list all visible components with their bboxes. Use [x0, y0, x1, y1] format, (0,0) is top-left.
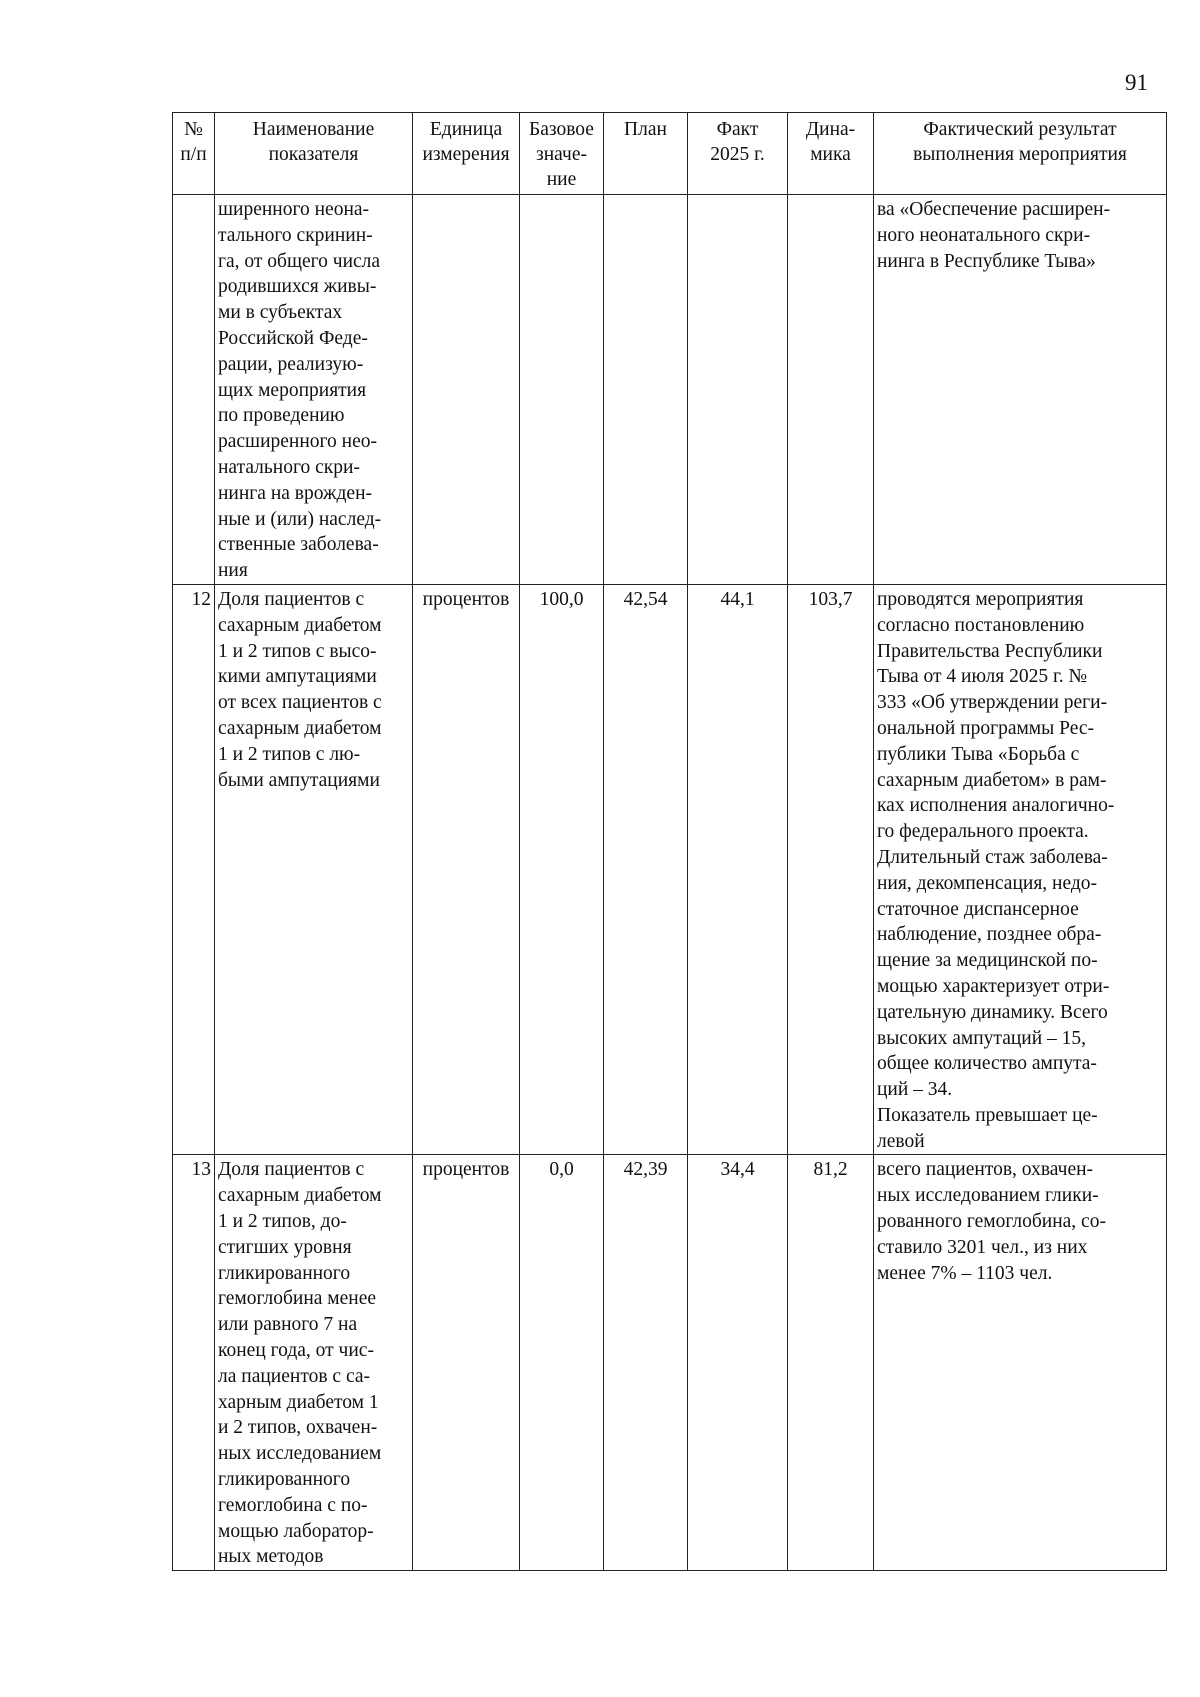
cell-num: 12 — [173, 584, 215, 1155]
cell-fact: 44,1 — [688, 584, 788, 1155]
cell-name: Доля пациентов с сахарным диабетом 1 и 2 типов, до- стигших уровня гликированного гемоглобина менее или равного 7 на конец года, от чис- ла пациентов с са- харным диабетом 1 и 2 типов, охвачен- ных исследованием гликированного гемоглобина с по- мощью лаборатор- ных методов — [215, 1155, 413, 1571]
cell-result: проводятся мероприятия согласно постановлению Правительства Республики Тыва от 4 июля 2025 г. № 333 «Об утверждении реги- ональной программы Рес- публики Тыва «Борьба с сахарным диабетом» в рам- ках исполнения аналогично- го федерального проекта. Длительный стаж заболева- ния, декомпенсация, недо- статочное диспансерное наблюдение, позднее обра- щение за медицинской по- мощью характеризует отри- цательную динамику. Всего высоких ампутаций – 15, общее количество ампута- ций – 34. Показатель превышает це- левой — [874, 584, 1167, 1155]
cell-dynamics: 81,2 — [788, 1155, 874, 1571]
cell-name: ширенного неона- тального скринин- га, от общего числа родившихся живы- ми в субъектах Российской Феде- рации, реализую- щих мероприятия по проведению расширенного нео- натального скри- нинга на врожден- ные и (или) наслед- ственные заболева- ния — [215, 195, 413, 585]
cell-num — [173, 195, 215, 585]
cell-plan: 42,39 — [604, 1155, 688, 1571]
cell-unit: процентов — [413, 584, 520, 1155]
cell-base: 0,0 — [520, 1155, 604, 1571]
cell-dynamics: 103,7 — [788, 584, 874, 1155]
cell-unit: процентов — [413, 1155, 520, 1571]
cell-result: ва «Обеспечение расширен- ного неонатального скри- нинга в Республике Тыва» — [874, 195, 1167, 585]
table-row — [173, 1155, 1167, 1571]
header-result: Фактический результат выполнения мероприятия — [874, 113, 1167, 195]
header-num: № п/п — [173, 113, 215, 195]
cell-dynamics — [788, 195, 874, 585]
cell-num: 13 — [173, 1155, 215, 1571]
cell-name: Доля пациентов с сахарным диабетом 1 и 2 типов с высо- кими ампутациями от всех пациентов с сахарным диабетом 1 и 2 типов с лю- быми ампутациями — [215, 584, 413, 1155]
cell-unit — [413, 195, 520, 585]
cell-fact — [688, 195, 788, 585]
indicators-table — [172, 112, 1167, 1571]
table-row — [173, 584, 1167, 1155]
header-fact: Факт 2025 г. — [688, 113, 788, 195]
page-number: 91 — [1125, 70, 1148, 95]
cell-plan — [604, 195, 688, 585]
table-row — [173, 195, 1167, 585]
cell-result: всего пациентов, охвачен- ных исследованием глики- рованного гемоглобина, со- ставило 3201 чел., из них менее 7% – 1103 чел. — [874, 1155, 1167, 1571]
header-unit: Единица измерения — [413, 113, 520, 195]
header-name: Наименование показателя — [215, 113, 413, 195]
cell-base: 100,0 — [520, 584, 604, 1155]
cell-base — [520, 195, 604, 585]
header-plan: План — [604, 113, 688, 195]
header-dynamics: Дина- мика — [788, 113, 874, 195]
header-base: Базовое значе- ние — [520, 113, 604, 195]
cell-plan: 42,54 — [604, 584, 688, 1155]
table-header-row — [173, 113, 1167, 195]
cell-fact: 34,4 — [688, 1155, 788, 1571]
